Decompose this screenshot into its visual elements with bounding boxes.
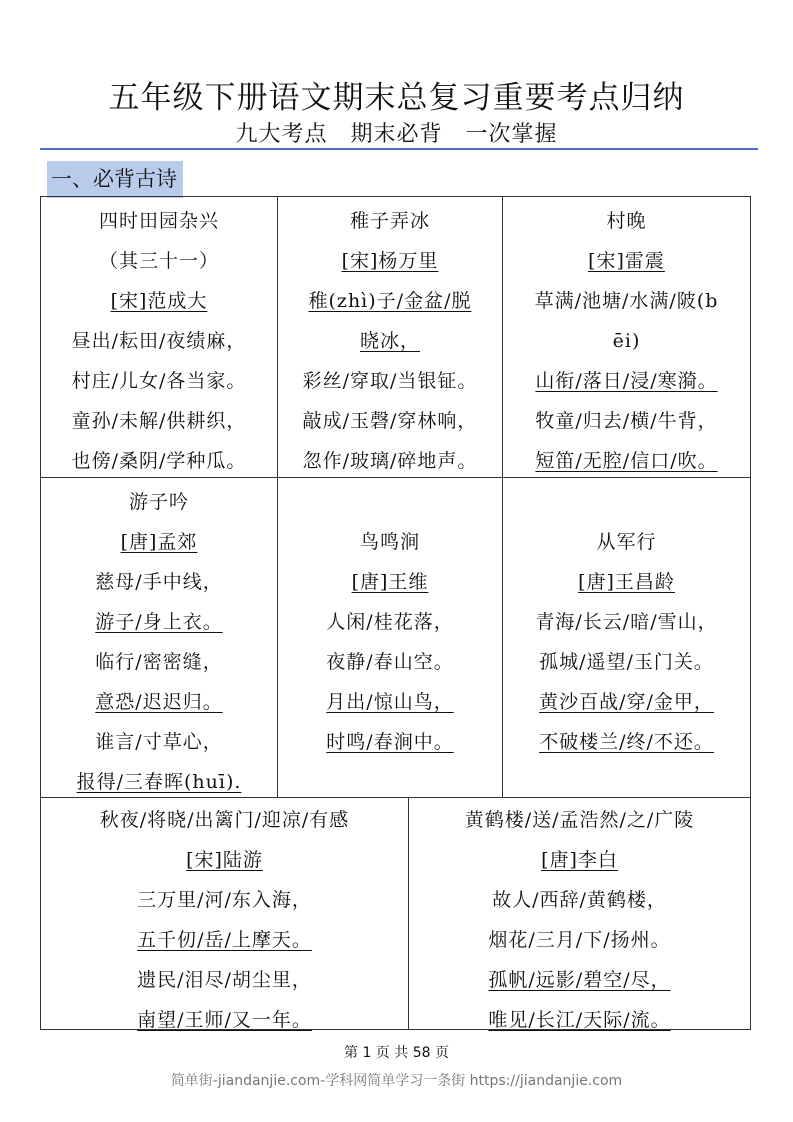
poem-line: 不破楼兰/终/不还。 [539,731,714,753]
poem-line: 童孙/未解/供耕织， [71,410,247,432]
poem-line: 也傍/桑阴/学种瓜。 [71,450,247,472]
poem-line: 烟花/三月/下/扬州。 [488,929,671,951]
poem-author: [宋]雷震 [588,250,665,272]
poem-line: 忽作/玻璃/碎地声。 [302,450,478,472]
poem-line: 月出/惊山鸟， [326,691,454,713]
poem-line: 唯见/长江/天际/流。 [488,1009,671,1031]
poem-author: [唐]李白 [541,849,618,871]
poem-title: 从军行 [596,531,657,553]
poem-line: 孤城/遥望/玉门关。 [539,651,714,673]
poem-author: [唐]孟郊 [120,531,198,553]
poem-line: 黄沙百战/穿/金甲， [539,691,714,713]
poem-cell-5 [277,477,502,797]
site-watermark: 简单街-jiandanjie.com-学科网简单学习一条街 https://jiandanjie.com [170,1073,623,1089]
document-title: 五年级下册语文期末总复习重要考点归纳 [108,80,685,116]
poem-line: 夜静/春山空。 [326,651,454,673]
poem-line: 昼出/耘田/夜绩麻， [71,330,247,352]
poem-line: 青海/长云/暗/雪山， [535,611,718,633]
poem-line: 晓冰， [359,330,420,352]
poem-title: 四时田园杂兴 [98,210,219,232]
poem-cell-7 [41,797,408,1029]
poem-line: 山衔/落日/浸/寒漪。 [535,370,718,392]
poem-cell-3 [502,197,750,477]
poem-line: 人闲/桂花落， [326,611,454,633]
poem-title: 游子吟 [128,491,189,513]
poem-line: 三万里/河/东入海， [137,889,312,911]
poem-cell-2 [277,197,502,477]
section-heading: 一、必背古诗 [47,161,183,198]
poem-title: 秋夜/将晓/出篱门/迎凉/有感 [99,809,350,831]
poem-title: 鸟鸣涧 [359,531,420,553]
poem-author: [唐]王维 [351,571,429,593]
poem-cell-8 [408,797,750,1029]
poem-line: 时鸣/春涧中。 [326,731,454,753]
title-divider [40,148,758,150]
poem-line: 游子/身上衣。 [95,611,223,633]
poem-title: 黄鹤楼/送/孟浩然/之/广陵 [464,809,695,831]
poem-line: 草满/池塘/水满/陂(b [534,290,719,312]
poem-table [40,196,751,1030]
poem-author: [宋]杨万里 [341,250,439,272]
poem-line: 慈母/手中线， [95,571,223,593]
poem-line: 敲成/玉磬/穿林响， [302,410,478,432]
poem-author: [唐]王昌龄 [578,571,675,593]
poem-cell-4 [41,477,277,797]
poem-line: 临行/密密缝， [95,651,223,673]
poem-title: 村晚 [606,210,647,232]
poem-author: [宋]陆游 [186,849,263,871]
poem-line: 五千仞/岳/上摩天。 [137,929,312,951]
poem-line: 南望/王师/又一年。 [137,1009,312,1031]
poem-author: [宋]范成大 [110,290,208,312]
poem-line: 谁言/寸草心， [95,731,223,753]
poem-cell-6 [502,477,750,797]
poem-line: 报得/三春晖(huī). [76,771,242,793]
poem-line: 故人/西辞/黄鹤楼， [492,889,667,911]
poem-title: 稚子弄冰 [349,210,430,232]
page-number: 第 1 页 共 58 页 [344,1045,449,1061]
poem-cell-1 [41,197,277,477]
poem-line: 稚(zhì)子/金盆/脱 [308,290,472,312]
poem-line: 意恐/迟迟归。 [95,691,223,713]
poem-note: （其三十一） [98,250,219,272]
poem-line: 遗民/泪尽/胡尘里， [137,969,312,991]
poem-line: 彩丝/穿取/当银钲。 [302,370,478,392]
poem-line: ēi) [612,330,641,352]
document-subtitle: 九大考点 期末必背 一次掌握 [235,122,558,147]
poem-line: 短笛/无腔/信口/吹。 [535,450,718,472]
poem-line: 牧童/归去/横/牛背， [535,410,718,432]
poem-line: 村庄/儿女/各当家。 [71,370,247,392]
poem-line: 孤帆/远影/碧空/尽， [488,969,671,991]
